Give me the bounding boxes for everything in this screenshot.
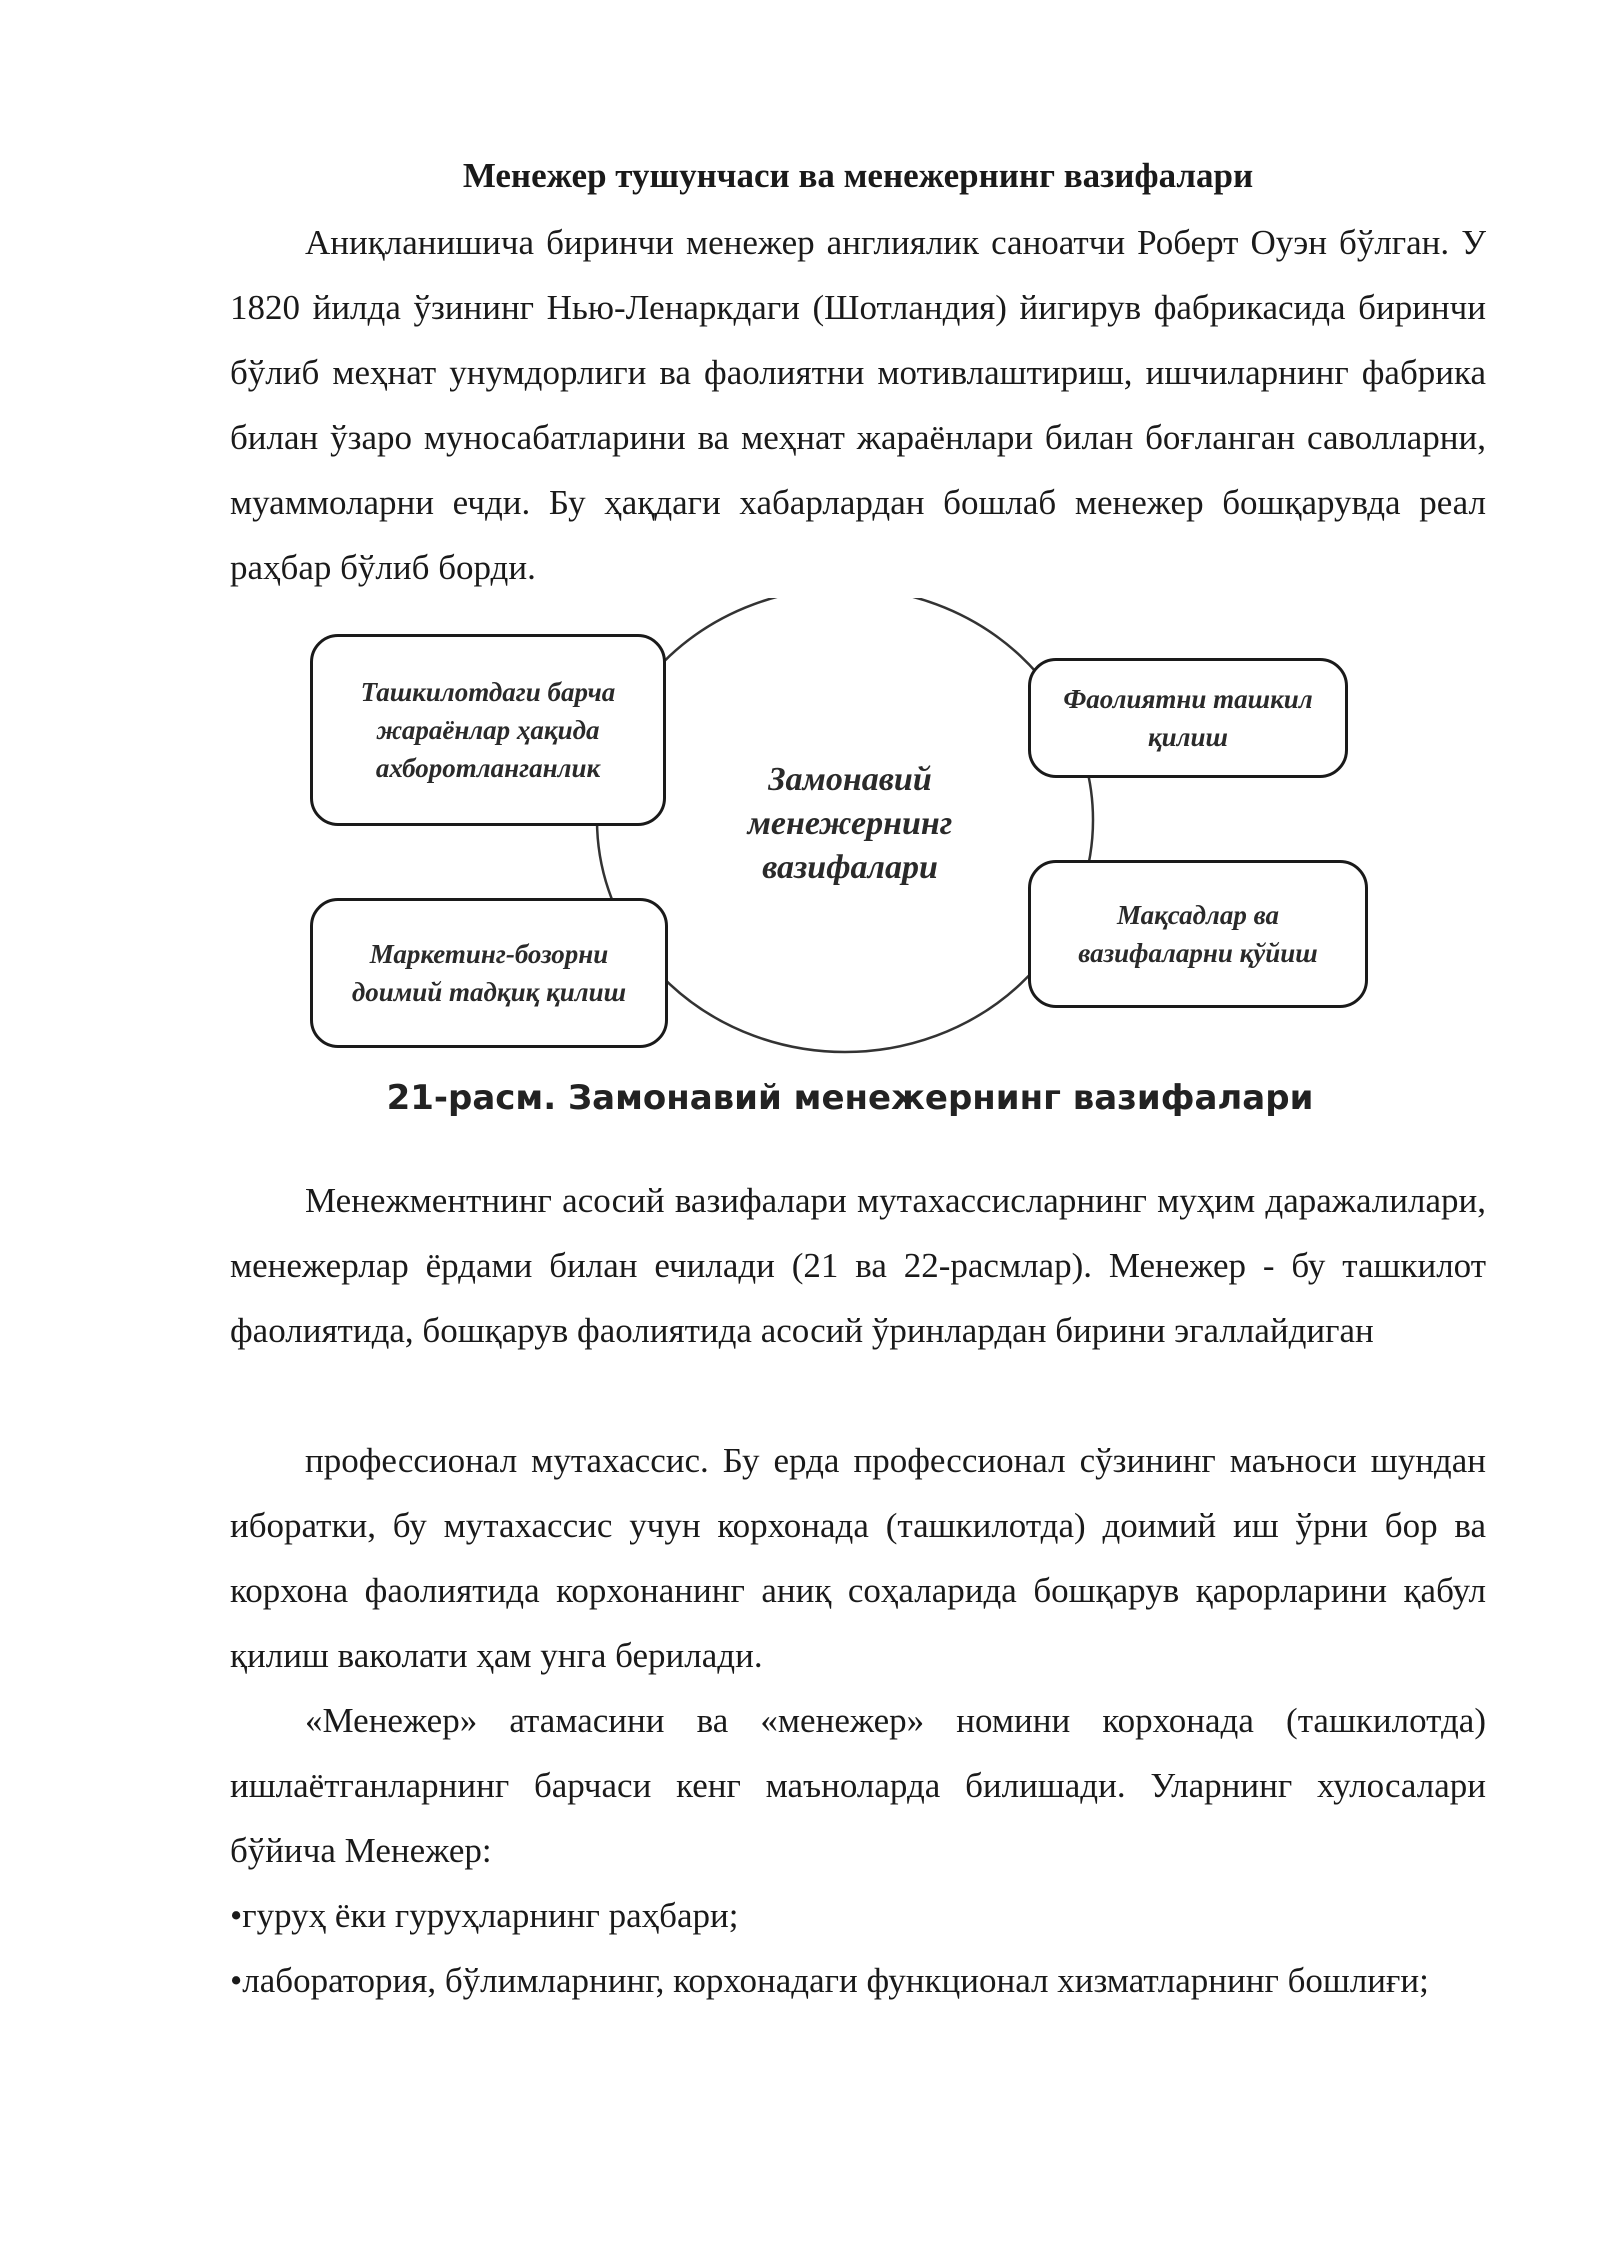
list-item-text: лаборатория, бўлимларнинг, корхонадаги функционал хизматларнинг бошлиғи; xyxy=(242,1961,1429,2000)
functions-diagram xyxy=(300,598,1400,1068)
document-title: Менежер тушунчаси ва менежернинг вазифалари xyxy=(462,156,1254,195)
bullet-list xyxy=(230,1883,1486,2013)
paragraph-4: «Менежер» атамасини ва «менежер» номини корхонада (ташкилотда) ишлаётганларнинг барчаси кенг маъноларда билишади. Уларнинг хулосалари бўйича Менежер: xyxy=(230,1701,1486,1870)
figure-caption: 21-расм. Замонавий менежернинг вазифалари xyxy=(386,1078,1314,1118)
list-item xyxy=(230,1948,1486,2013)
bullet-icon: • xyxy=(230,1961,243,2000)
diagram-center-label: Замонавий менежернинг вазифалари xyxy=(747,761,953,886)
box-organizing-activity: Фаолиятни ташкил қилиш xyxy=(1028,658,1348,778)
paragraph-block-4 xyxy=(230,1688,1486,1883)
box-market-research: Маркетинг-бозорни доимий тадқиқ қилиш xyxy=(310,898,668,1048)
box-information-awareness: Ташкилотдаги барча жараёнлар ҳақида ахборотланганлик xyxy=(310,634,666,826)
paragraph-block-3 xyxy=(230,1428,1486,1688)
paragraph-block-1 xyxy=(230,210,1486,600)
box-setting-goals: Мақсадлар ва вазифаларни қўйиш xyxy=(1028,860,1368,1008)
paragraph-1: Аниқланишича биринчи менежер англиялик саноатчи Роберт Оуэн бўлган. У 1820 йилда ўзининг Нью-Ленаркдаги (Шотландия) йигирув фабрикасида биринчи бўлиб меҳнат унумдорлиги ва фаолиятни мотивлаштириш, ишчиларнинг фабрика билан ўзаро муносабатларини ва меҳнат жараёнлари билан боғланган саволларни, муаммоларни ечди. Бу ҳақдаги хабарлардан бошлаб менежер бошқарувда реал раҳбар бўлиб борди. xyxy=(230,223,1486,587)
paragraph-2: Менежментнинг асосий вазифалари мутахассисларнинг муҳим даражалилари, менежерлар ёрдами билан ечилади (21 ва 22-расмлар). Менежер - бу ташкилот фаолиятида, бошқарув фаолиятида асосий ўринлардан бирини эгаллайдиган xyxy=(230,1181,1486,1350)
list-item xyxy=(230,1883,1486,1948)
paragraph-3: профессионал мутахассис. Бу ерда профессионал сўзининг маъноси шундан иборатки, бу мутахассис учун корхонада (ташкилотда) доимий иш ўрни бор ва корхона фаолиятида корхонанинг аниқ соҳаларида бошқарув қарорларини қабул қилиш ваколати ҳам унга берилади. xyxy=(230,1441,1486,1675)
list-item-text: гуруҳ ёки гуруҳларнинг раҳбари; xyxy=(242,1896,739,1935)
paragraph-block-2 xyxy=(230,1168,1486,1363)
bullet-icon: • xyxy=(230,1896,243,1935)
